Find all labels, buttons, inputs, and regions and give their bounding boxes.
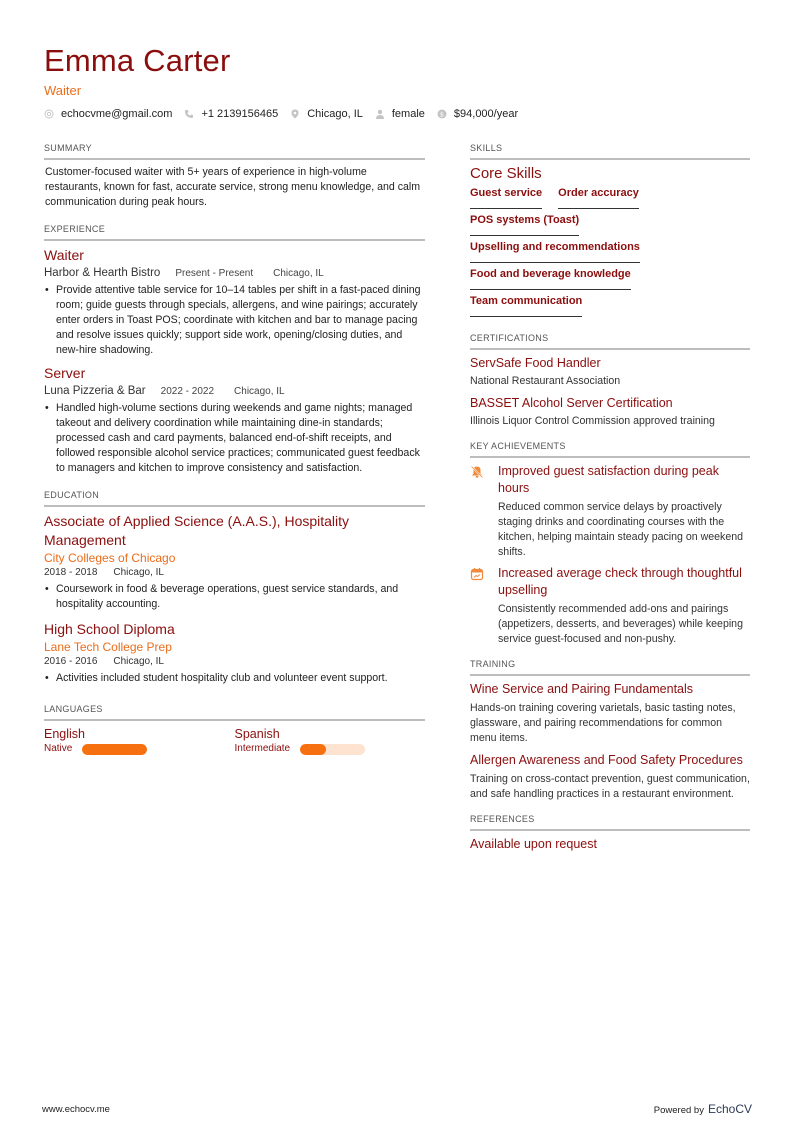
experience-item bbox=[44, 246, 425, 358]
bell-slash-icon bbox=[470, 465, 484, 479]
section-heading: SUMMARY bbox=[44, 143, 425, 160]
bullet-item: • Activities included student hospitality club and volunteer event support. bbox=[44, 671, 425, 686]
skill-tag: Guest service bbox=[470, 186, 542, 209]
contact-phone-value: +1 2139156465 bbox=[201, 108, 279, 120]
job-meta bbox=[44, 266, 425, 281]
references-section bbox=[470, 814, 750, 853]
section-heading: KEY ACHIEVEMENTS bbox=[470, 441, 750, 458]
section-heading: TRAINING bbox=[470, 659, 750, 676]
language-proficiency-fill bbox=[82, 744, 147, 755]
left-column bbox=[44, 143, 425, 769]
bullet-item: • Handled high-volume sections during weekends and game nights; managed takeout and delivery coordination while maintaining dine-in standards; processed cash and card payments, balanced end-of-shift receipts, and followed responsible alcohol service practices; communicated guest feedback to managers and kitchen to improve consistency and satisfaction. bbox=[44, 401, 425, 476]
references-text: Available upon request bbox=[470, 837, 597, 851]
powered-by-label: Powered by bbox=[653, 1105, 704, 1116]
location-pin-icon bbox=[290, 109, 300, 119]
education-section bbox=[44, 490, 425, 686]
skill-tag: Team communication bbox=[470, 294, 582, 317]
section-heading: REFERENCES bbox=[470, 814, 750, 831]
education-bullets bbox=[44, 671, 425, 686]
training-title: Wine Service and Pairing Fundamentals bbox=[470, 682, 694, 696]
job-location: Chicago, IL bbox=[234, 386, 285, 397]
brand-name: EchoCV bbox=[707, 1102, 752, 1116]
languages-section bbox=[44, 704, 425, 755]
certification-issuer: National Restaurant Association bbox=[470, 375, 621, 387]
bullet-item: • Coursework in food & beverage operations, guest service standards, and hospitality accounting. bbox=[44, 582, 425, 612]
contact-email[interactable] bbox=[44, 108, 172, 120]
education-dates: 2018 - 2018 bbox=[44, 567, 98, 578]
language-proficiency-fill bbox=[300, 744, 326, 755]
skill-tag: Upselling and recommendations bbox=[470, 240, 640, 263]
language-item bbox=[44, 726, 235, 755]
education-item bbox=[44, 620, 425, 686]
section-heading: SKILLS bbox=[470, 143, 750, 160]
language-item bbox=[235, 726, 426, 755]
contact-email-value: echocvme@gmail.com bbox=[61, 108, 173, 120]
footer-powered-by[interactable] bbox=[654, 1102, 752, 1116]
achievement-title: Improved guest satisfaction during peak hours bbox=[498, 464, 719, 495]
contact-row bbox=[44, 108, 764, 120]
job-bullets bbox=[44, 401, 425, 476]
education-meta bbox=[44, 566, 425, 580]
contact-phone[interactable] bbox=[184, 108, 278, 120]
job-dates: Present - Present bbox=[175, 268, 254, 279]
candidate-name: Emma Carter bbox=[44, 43, 231, 78]
job-meta bbox=[44, 384, 425, 399]
summary-section bbox=[44, 143, 425, 210]
education-dates: 2016 - 2016 bbox=[44, 656, 98, 667]
education-location: Chicago, IL bbox=[113, 567, 164, 578]
language-name: Spanish bbox=[234, 727, 280, 741]
skills-group-title: Core Skills bbox=[470, 165, 542, 182]
language-proficiency-bar bbox=[300, 744, 365, 755]
section-heading: LANGUAGES bbox=[44, 704, 425, 721]
contact-gender bbox=[375, 108, 425, 120]
achievements-section bbox=[470, 441, 750, 647]
achievement-title: Increased average check through thoughtful upselling bbox=[498, 566, 742, 597]
education-item bbox=[44, 512, 425, 612]
training-item bbox=[470, 752, 750, 802]
contact-salary-value: $94,000/year bbox=[453, 108, 519, 120]
job-dates: 2022 - 2022 bbox=[160, 386, 215, 397]
job-title: Waiter bbox=[44, 247, 84, 263]
language-level: Native bbox=[44, 743, 73, 754]
training-description: Hands-on training covering varietals, basic tasting notes, glassware, and pairing recommendations for common menu items. bbox=[470, 702, 736, 744]
education-meta bbox=[44, 655, 425, 669]
contact-location-value: Chicago, IL bbox=[307, 108, 363, 120]
training-description: Training on cross-contact prevention, guest communication, and safe handling practices in a restaurant environment. bbox=[470, 773, 750, 800]
svg-text:$: $ bbox=[439, 110, 444, 119]
language-proficiency-bar bbox=[82, 744, 147, 755]
languages-list bbox=[44, 726, 425, 755]
experience-section bbox=[44, 224, 425, 476]
certification-item bbox=[470, 355, 750, 389]
right-column bbox=[470, 143, 750, 867]
experience-item bbox=[44, 364, 425, 476]
education-bullets bbox=[44, 582, 425, 612]
achievement-description: Consistently recommended add-ons and pairings (appetizers, desserts, and beverages) while keeping service guest-focused and non-pushy. bbox=[498, 603, 743, 645]
skill-tag: Food and beverage knowledge bbox=[470, 267, 631, 290]
school-name: City Colleges of Chicago bbox=[44, 551, 176, 565]
phone-icon bbox=[184, 109, 194, 119]
contact-gender-value: female bbox=[391, 108, 425, 120]
school-name: Lane Tech College Prep bbox=[44, 640, 172, 654]
degree-title: High School Diploma bbox=[44, 621, 175, 637]
achievement-item bbox=[470, 463, 750, 560]
certifications-section bbox=[470, 333, 750, 429]
degree-title: Associate of Applied Science (A.A.S.), Hospitality Management bbox=[44, 513, 350, 548]
certification-name: ServSafe Food Handler bbox=[470, 356, 601, 370]
training-title: Allergen Awareness and Food Safety Procedures bbox=[470, 753, 743, 767]
section-heading: EXPERIENCE bbox=[44, 224, 425, 241]
footer-website-link[interactable]: www.echocv.me bbox=[42, 1104, 110, 1115]
section-heading: CERTIFICATIONS bbox=[470, 333, 750, 350]
achievement-description: Reduced common service delays by proactively staging drinks and coordinating courses with the kitchen, helping maintain steady pacing on weekend shifts. bbox=[498, 501, 743, 558]
language-name: English bbox=[44, 727, 85, 741]
training-section bbox=[470, 659, 750, 802]
bullet-item: • Provide attentive table service for 10–14 tables per shift in a fast-paced dining room; guide guests through specials, allergens, and wine pairings; accurately enter orders in Toast POS; coordinate with kitchen and bar to manage pacing and resolve issues quickly; support side work, opening/closing duties, and new-hire shadowing. bbox=[44, 283, 425, 358]
section-heading: EDUCATION bbox=[44, 490, 425, 507]
certification-name: BASSET Alcohol Server Certification bbox=[470, 396, 673, 410]
summary-text: Customer-focused waiter with 5+ years of experience in high-volume restaurants, known for fast, accurate service, strong menu knowledge, and calm communication during peak hours. bbox=[45, 166, 421, 208]
resume-header bbox=[44, 43, 764, 120]
dollar-coin-icon bbox=[437, 109, 447, 119]
job-title: Server bbox=[44, 365, 86, 381]
person-icon bbox=[375, 109, 385, 119]
contact-location bbox=[290, 108, 363, 120]
candidate-title: Waiter bbox=[44, 83, 82, 98]
achievement-item bbox=[470, 565, 750, 647]
company-name: Harbor & Hearth Bistro bbox=[44, 267, 161, 279]
company-name: Luna Pizzeria & Bar bbox=[44, 385, 146, 397]
skill-tag: Order accuracy bbox=[558, 186, 639, 209]
job-bullets bbox=[44, 283, 425, 358]
certification-issuer: Illinois Liquor Control Commission approved training bbox=[470, 415, 715, 427]
training-item bbox=[470, 681, 750, 746]
skills-section bbox=[470, 143, 750, 321]
contact-salary bbox=[437, 108, 518, 120]
at-icon bbox=[44, 109, 54, 119]
language-level: Intermediate bbox=[234, 743, 291, 754]
education-location: Chicago, IL bbox=[113, 656, 164, 667]
calendar-chart-icon bbox=[470, 567, 484, 581]
job-location: Chicago, IL bbox=[273, 268, 324, 279]
skills-list bbox=[470, 186, 750, 321]
certification-item bbox=[470, 395, 750, 429]
skill-tag: POS systems (Toast) bbox=[470, 213, 579, 236]
